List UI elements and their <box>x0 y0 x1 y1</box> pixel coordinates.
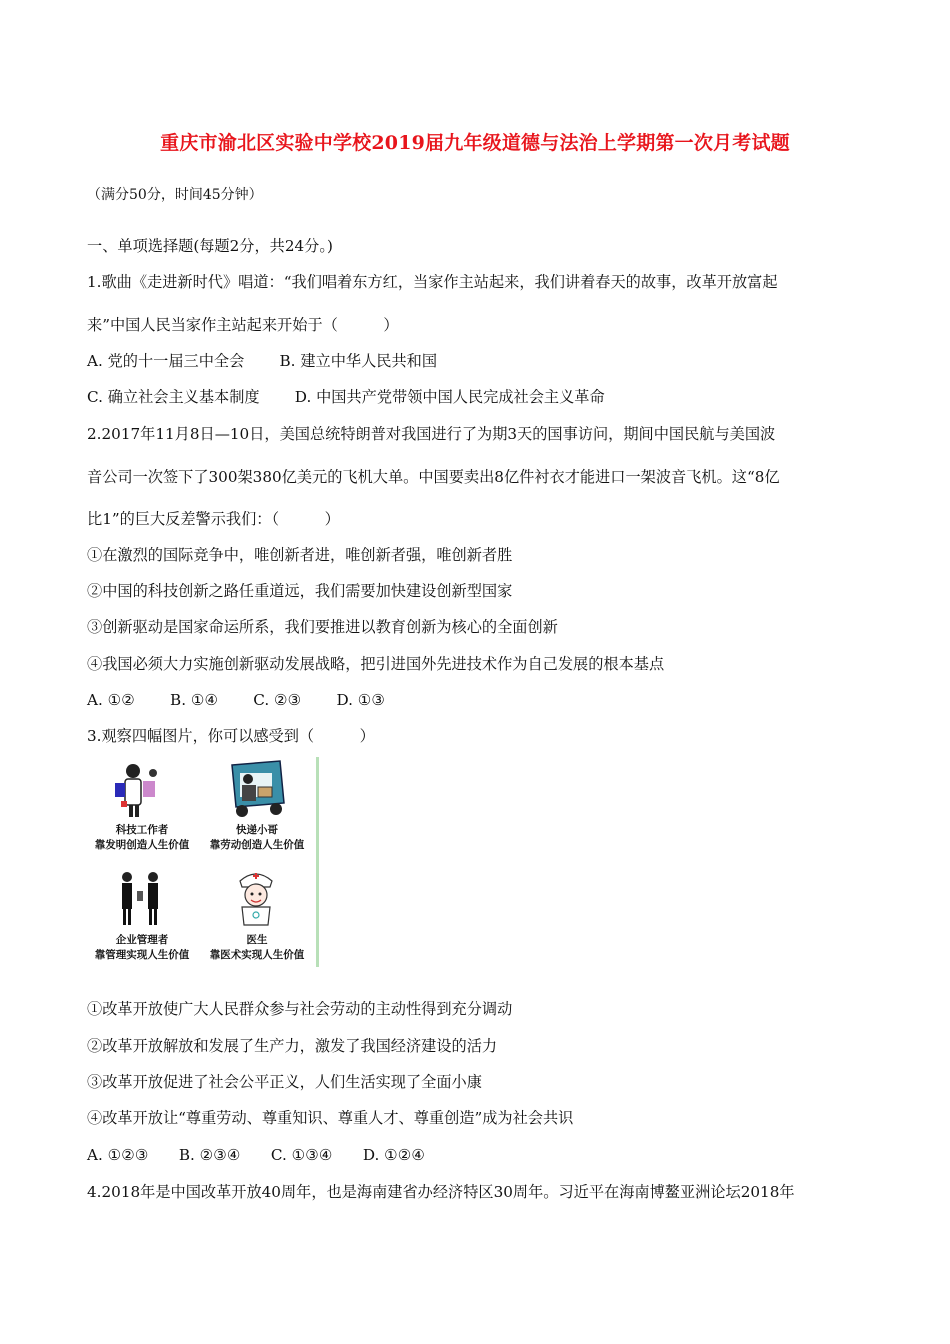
q3-statement-3: ③改革开放促进了社会公平正义，人们生活实现了全面小康 <box>87 1073 482 1091</box>
q2-options: A. ①② B. ①④ C. ②③ D. ①③ <box>87 691 385 709</box>
caption-scientist-value: 靠发明创造人生价值 <box>94 839 190 851</box>
q2-stem-line2: 音公司一次签下了300架380亿美元的飞机大单。中国要卖出8亿件衬衣才能进口一架波音飞机。这“8亿 <box>87 468 780 486</box>
caption-manager-title: 企业管理者 <box>115 934 169 946</box>
q1-stem-line1: 1.歌曲《走进新时代》唱道：“我们唱着东方红，当家作主站起来，我们讲着春天的故事，改革开放富起 <box>87 273 778 291</box>
manager-icon <box>87 867 197 931</box>
q1-stem-line2: 来”中国人民当家作主站起来开始于（ ） <box>87 316 399 334</box>
figure-cell-doctor <box>202 867 312 967</box>
q1-options-cd: C. 确立社会主义基本制度 D. 中国共产党带领中国人民完成社会主义革命 <box>87 388 605 406</box>
q3-statement-2: ②改革开放解放和发展了生产力，激发了我国经济建设的活力 <box>87 1037 498 1055</box>
q3-figure-four-pictures <box>87 757 323 969</box>
q2-stem-line1: 2.2017年11月8日—10日，美国总统特朗普对我国进行了为期3天的国事访问，期间中国民航与美国波 <box>87 425 776 443</box>
q4-stem-line1: 4.2018年是中国改革开放40周年，也是海南建省办经济特区30周年。习近平在海南博鳌亚洲论坛2018年 <box>87 1183 795 1201</box>
exam-subtitle: （满分50分，时间45分钟） <box>87 187 263 203</box>
page-title: 重庆市渝北区实验中学校2019届九年级道德与法治上学期第一次月考试题 <box>160 132 790 154</box>
doctor-icon <box>202 867 312 931</box>
figure-cell-courier <box>202 757 312 857</box>
caption-scientist-title: 科技工作者 <box>115 824 169 836</box>
q2-stem-line3: 比1”的巨大反差警示我们：（ ） <box>87 510 340 528</box>
scientist-icon <box>87 757 197 821</box>
figure-cell-scientist <box>87 757 197 857</box>
q2-statement-4: ④我国必须大力实施创新驱动发展战略，把引进国外先进技术作为自己发展的根本基点 <box>87 655 665 673</box>
caption-manager-value: 靠管理实现人生价值 <box>94 949 190 961</box>
q1-options-ab: A. 党的十一届三中全会 B. 建立中华人民共和国 <box>87 352 438 370</box>
q3-stem: 3.观察四幅图片，你可以感受到（ ） <box>87 727 375 745</box>
courier-icon <box>202 757 312 821</box>
section-heading: 一、单项选择题(每题2分，共24分。) <box>87 237 333 255</box>
q3-options: A. ①②③ B. ②③④ C. ①③④ D. ①②④ <box>87 1146 425 1164</box>
q3-statement-4: ④改革开放让“尊重劳动、尊重知识、尊重人才、尊重创造”成为社会共识 <box>87 1109 574 1127</box>
figure-border-line <box>316 757 319 967</box>
caption-courier-value: 靠劳动创造人生价值 <box>209 839 305 851</box>
caption-doctor-value: 靠医术实现人生价值 <box>209 949 305 961</box>
q3-statement-1: ①改革开放使广大人民群众参与社会劳动的主动性得到充分调动 <box>87 1000 513 1018</box>
q2-statement-3: ③创新驱动是国家命运所系，我们要推进以教育创新为核心的全面创新 <box>87 618 558 636</box>
caption-courier-title: 快递小哥 <box>236 824 278 836</box>
caption-doctor-title: 医生 <box>246 934 268 946</box>
q2-statement-1: ①在激烈的国际竞争中，唯创新者进，唯创新者强，唯创新者胜 <box>87 546 513 564</box>
figure-cell-manager <box>87 867 197 967</box>
q2-statement-2: ②中国的科技创新之路任重道远，我们需要加快建设创新型国家 <box>87 582 513 600</box>
